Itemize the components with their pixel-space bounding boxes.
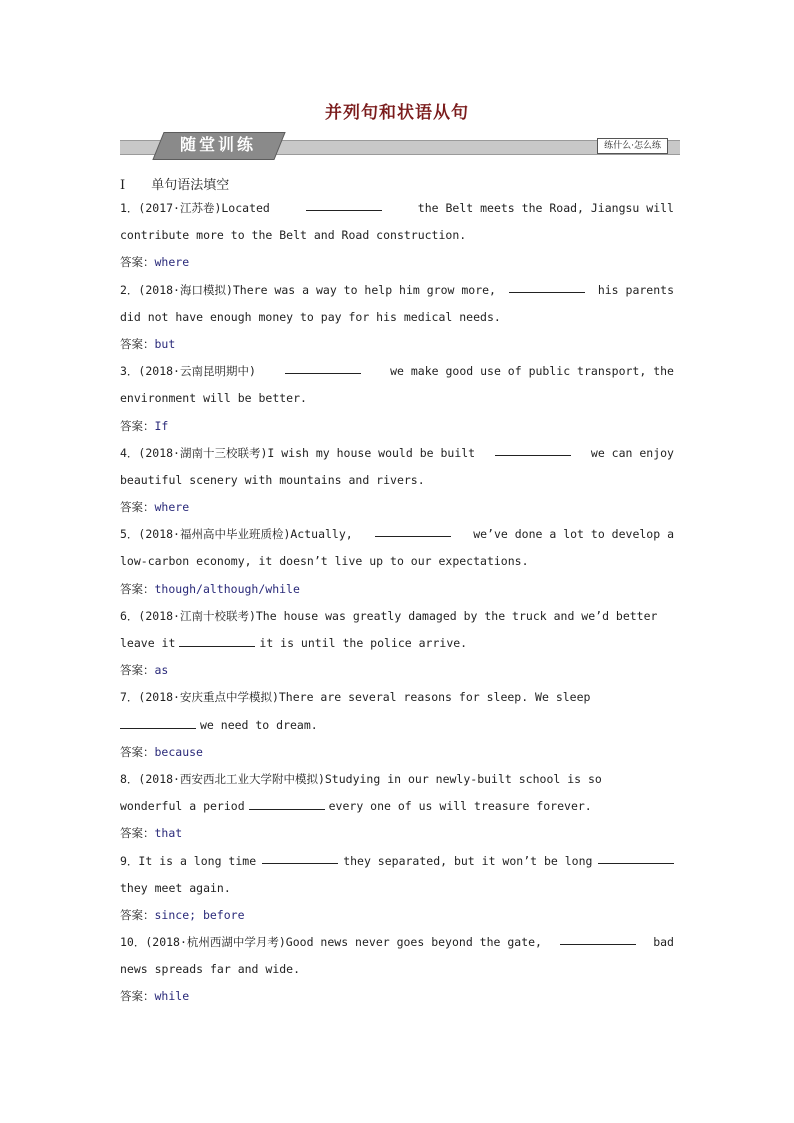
q10-text-a: 10．(2018·杭州西湖中学月考)Good news never goes beyond the gate, xyxy=(120,935,542,950)
answer-7 xyxy=(120,742,674,769)
q6-blank xyxy=(179,634,255,647)
banner-right-label: 练什么·怎么练 xyxy=(597,138,668,154)
q2-text-b: his parents xyxy=(597,282,674,297)
answer-10 xyxy=(120,986,674,1013)
question-2-line-2: did not have enough money to pay for his medical needs. xyxy=(120,309,501,324)
q2-text-a: 2．(2018·海口模拟)There was a way to help him grow more, xyxy=(120,282,496,297)
answer-label: 答案： xyxy=(120,581,155,596)
q2-blank xyxy=(509,280,585,293)
answer-4 xyxy=(120,497,674,524)
answer-3 xyxy=(120,416,674,443)
question-7-line-2 xyxy=(120,715,674,742)
question-4-line-2: beautiful scenery with mountains and rivers. xyxy=(120,472,425,487)
section-label: 单句语法填空 xyxy=(151,178,230,193)
q6-text-a: leave it xyxy=(120,636,176,650)
q6-text-b: it is until the police arrive. xyxy=(259,636,468,650)
q9-text-a: 9．It is a long time xyxy=(120,853,257,868)
q1-text-a: 1．(2017·江苏卷)Located xyxy=(120,201,270,215)
question-9-line-1 xyxy=(120,851,674,878)
answer-value: where xyxy=(154,255,190,270)
question-5-line-1 xyxy=(120,524,674,551)
q8-text-a: wonderful a period xyxy=(120,799,245,814)
answer-label: 答案： xyxy=(120,418,155,433)
question-2-line-1 xyxy=(120,280,674,307)
section-heading xyxy=(120,174,229,193)
answer-label: 答案： xyxy=(120,663,155,678)
page-title: 并列句和状语从句 xyxy=(325,103,469,123)
answer-value: while xyxy=(154,989,190,1004)
answer-value: as xyxy=(154,663,169,678)
banner-tag-label: 随堂训练 xyxy=(179,135,256,154)
answer-value: that xyxy=(154,826,183,841)
q10-blank xyxy=(560,932,636,945)
answer-2 xyxy=(120,334,674,361)
answer-label: 答案： xyxy=(120,500,155,515)
question-list xyxy=(120,198,674,1014)
answer-6 xyxy=(120,660,674,687)
question-3-line-1 xyxy=(120,361,674,388)
question-10-line-1 xyxy=(120,932,674,959)
answer-value: because xyxy=(154,744,203,759)
q9-text-b: they separated, but it won’t be long xyxy=(343,853,593,868)
section-banner xyxy=(120,136,680,156)
question-1-line-2: contribute more to the Belt and Road construction. xyxy=(120,228,467,243)
q4-text-b: we can enjoy xyxy=(590,445,674,460)
answer-value: If xyxy=(154,418,169,433)
answer-value: since; before xyxy=(154,907,245,922)
q5-blank xyxy=(375,524,451,537)
answer-label: 答案： xyxy=(120,907,155,922)
question-6-line-1: 6．(2018·江南十校联考)The house was greatly damaged by the truck and we’d better xyxy=(120,608,658,623)
question-7-line-1: 7．(2018·安庆重点中学模拟)There are several reasons for sleep. We sleep xyxy=(120,690,591,705)
answer-1 xyxy=(120,252,674,279)
answer-label: 答案： xyxy=(120,744,155,759)
q5-text-b: we’ve done a lot to develop a xyxy=(473,527,674,542)
answer-value: though/although/while xyxy=(154,581,300,596)
answer-label: 答案： xyxy=(120,989,155,1004)
question-9-line-2: they meet again. xyxy=(120,880,231,895)
q8-text-b: every one of us will treasure forever. xyxy=(328,799,592,814)
question-1-line-1 xyxy=(120,198,674,225)
question-4-line-1 xyxy=(120,443,674,470)
section-number: Ⅰ xyxy=(120,178,126,193)
q4-text-a: 4．(2018·湖南十三校联考)I wish my house would be built xyxy=(120,445,476,460)
question-8-line-1: 8．(2018·西安西北工业大学附中模拟)Studying in our newly-built school is so xyxy=(120,771,602,786)
answer-value: where xyxy=(154,500,190,515)
answer-label: 答案： xyxy=(120,826,155,841)
question-6-line-2 xyxy=(120,633,674,660)
q7-text-b: we need to dream. xyxy=(200,717,318,732)
answer-label: 答案： xyxy=(120,255,155,270)
answer-9 xyxy=(120,905,674,932)
answer-value: but xyxy=(154,336,176,351)
question-8-line-2 xyxy=(120,796,674,823)
q3-text-a: 3．(2018·云南昆明期中) xyxy=(120,364,256,379)
q1-text-b: the Belt meets the Road, Jiangsu will xyxy=(417,201,674,215)
question-3-line-2: environment will be better. xyxy=(120,391,307,406)
q1-blank xyxy=(306,198,382,211)
q9-blank-2 xyxy=(598,851,674,864)
answer-8 xyxy=(120,823,674,850)
answer-5 xyxy=(120,579,674,606)
q3-text-b: we make good use of public transport, the xyxy=(390,364,674,379)
q7-blank xyxy=(120,716,196,729)
q3-blank xyxy=(285,361,361,374)
q5-text-a: 5．(2018·福州高中毕业班质检)Actually, xyxy=(120,527,353,542)
question-10-line-2: news spreads far and wide. xyxy=(120,962,301,977)
q9-blank-1 xyxy=(262,851,338,864)
q8-blank xyxy=(249,797,325,810)
q4-blank xyxy=(495,443,571,456)
question-5-line-2: low-carbon economy, it doesn’t live up to our expectations. xyxy=(120,554,529,569)
answer-label: 答案： xyxy=(120,336,155,351)
q10-text-b: bad xyxy=(653,935,674,950)
